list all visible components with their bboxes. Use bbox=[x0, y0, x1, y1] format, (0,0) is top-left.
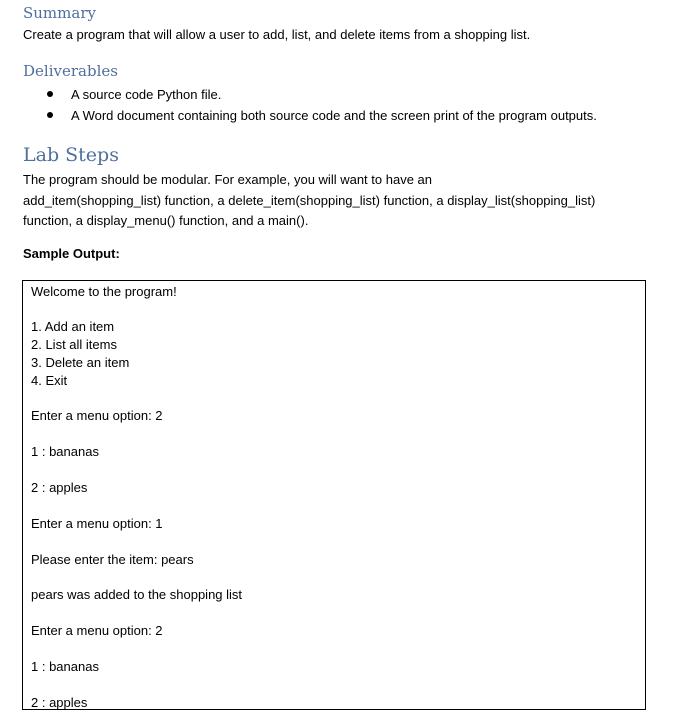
sample-output-box bbox=[22, 280, 646, 710]
output-line: Enter a menu option: 2 bbox=[31, 623, 163, 638]
bullet-icon bbox=[47, 112, 53, 118]
output-line: 4. Exit bbox=[31, 373, 68, 388]
lab-steps-line: add_item(shopping_list) function, a delete_item(shopping_list) function, a display_list(shopping_list) bbox=[23, 193, 596, 208]
summary-heading: Summary bbox=[23, 4, 96, 22]
output-line: 1. Add an item bbox=[31, 319, 115, 334]
lab-steps-line: function, a display_menu() function, and a main(). bbox=[23, 213, 309, 228]
bullet-icon bbox=[47, 91, 53, 97]
output-line: Enter a menu option: 2 bbox=[31, 408, 163, 423]
lab-steps-line: The program should be modular. For example, you will want to have an bbox=[23, 172, 432, 187]
lab-steps-heading: Lab Steps bbox=[23, 144, 119, 166]
output-line: 2. List all items bbox=[31, 337, 117, 352]
sample-output-label: Sample Output: bbox=[23, 246, 120, 261]
output-line: 2 : apples bbox=[31, 480, 88, 495]
output-line: 3. Delete an item bbox=[31, 355, 130, 370]
output-line: 2 : apples bbox=[31, 695, 88, 710]
output-line: 1 : bananas bbox=[31, 659, 99, 674]
output-line: pears was added to the shopping list bbox=[31, 587, 243, 602]
output-line: Enter a menu option: 1 bbox=[31, 516, 163, 531]
summary-text: Create a program that will allow a user to add, list, and delete items from a shopping list. bbox=[23, 27, 531, 42]
output-line: Welcome to the program! bbox=[31, 284, 177, 299]
deliverable-text: A source code Python file. bbox=[71, 87, 222, 102]
output-line: Please enter the item: pears bbox=[31, 552, 194, 567]
deliverable-text: A Word document containing both source code and the screen print of the program outputs. bbox=[71, 108, 597, 123]
deliverables-heading: Deliverables bbox=[23, 62, 118, 80]
output-line: 1 : bananas bbox=[31, 444, 99, 459]
